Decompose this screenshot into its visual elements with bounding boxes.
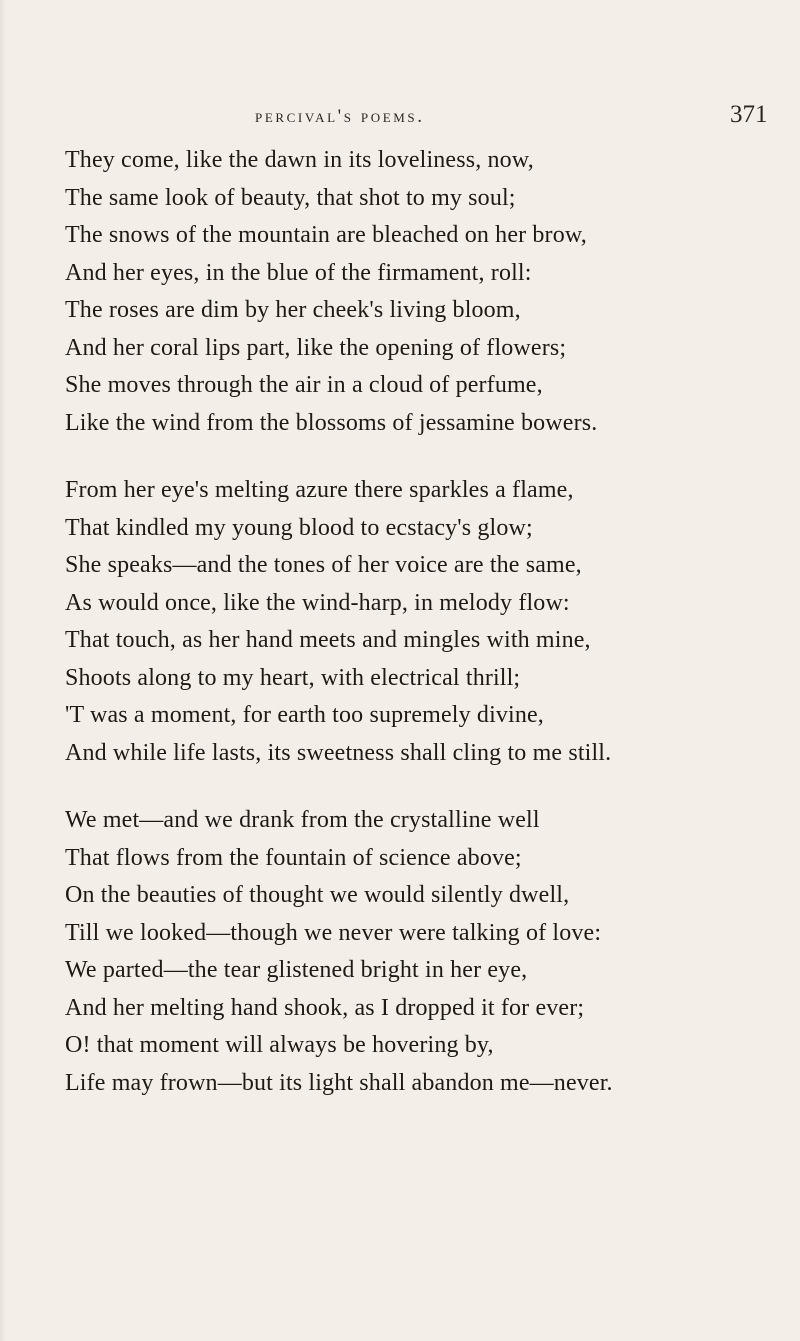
page-header [0, 96, 800, 136]
poem-line: The same look of beauty, that shot to my soul; [65, 184, 516, 211]
page-gutter-shadow [0, 0, 6, 1341]
poem-line: That kindled my young blood to ecstacy's glow; [65, 514, 533, 541]
poem-line: 'T was a moment, for earth too supremely divine, [65, 702, 544, 728]
poem-line: That touch, as her hand meets and mingles with mine, [65, 627, 591, 653]
poem-line: From her eye's melting azure there sparkles a flame, [65, 477, 574, 503]
poem-line: Like the wind from the blossoms of jessamine bowers. [65, 409, 598, 436]
poem-line: And her eyes, in the blue of the firmament, roll: [65, 259, 532, 286]
poem-line: She speaks—and the tones of her voice are the same, [65, 552, 582, 578]
poem-line: Till we looked—though we never were talking of love: [65, 919, 602, 946]
page-number: 371 [730, 101, 768, 128]
poem-line: Shoots along to my heart, with electrical thrill; [65, 664, 521, 691]
poem-line: The roses are dim by her cheek's living bloom, [65, 297, 521, 323]
stanza-1 [65, 142, 785, 442]
poem-line: And her melting hand shook, as I dropped it for ever; [65, 994, 585, 1021]
poem-line: And while life lasts, its sweetness shall cling to me still. [65, 739, 612, 766]
poem-line: We parted—the tear glistened bright in her eye, [65, 957, 528, 983]
poem-line: And her coral lips part, like the opening of flowers; [65, 334, 567, 361]
poem-line: We met—and we drank from the crystalline well [65, 807, 540, 833]
poem-line: Life may frown—but its light shall abandon me—never. [65, 1069, 613, 1096]
stanza-3 [65, 802, 785, 1102]
poem-line: As would once, like the wind-harp, in melody flow: [65, 589, 570, 616]
stanza-2 [65, 472, 785, 772]
poem-line: She moves through the air in a cloud of perfume, [65, 372, 543, 398]
poem-line: They come, like the dawn in its loveliness, now, [65, 147, 534, 173]
running-head: percival's poems. [255, 106, 425, 127]
poem-line: On the beauties of thought we would silently dwell, [65, 882, 570, 908]
poem-line: That flows from the fountain of science above; [65, 844, 522, 871]
poem-line: The snows of the mountain are bleached on her brow, [65, 222, 587, 248]
poem-line: O! that moment will always be hovering by, [65, 1032, 494, 1058]
